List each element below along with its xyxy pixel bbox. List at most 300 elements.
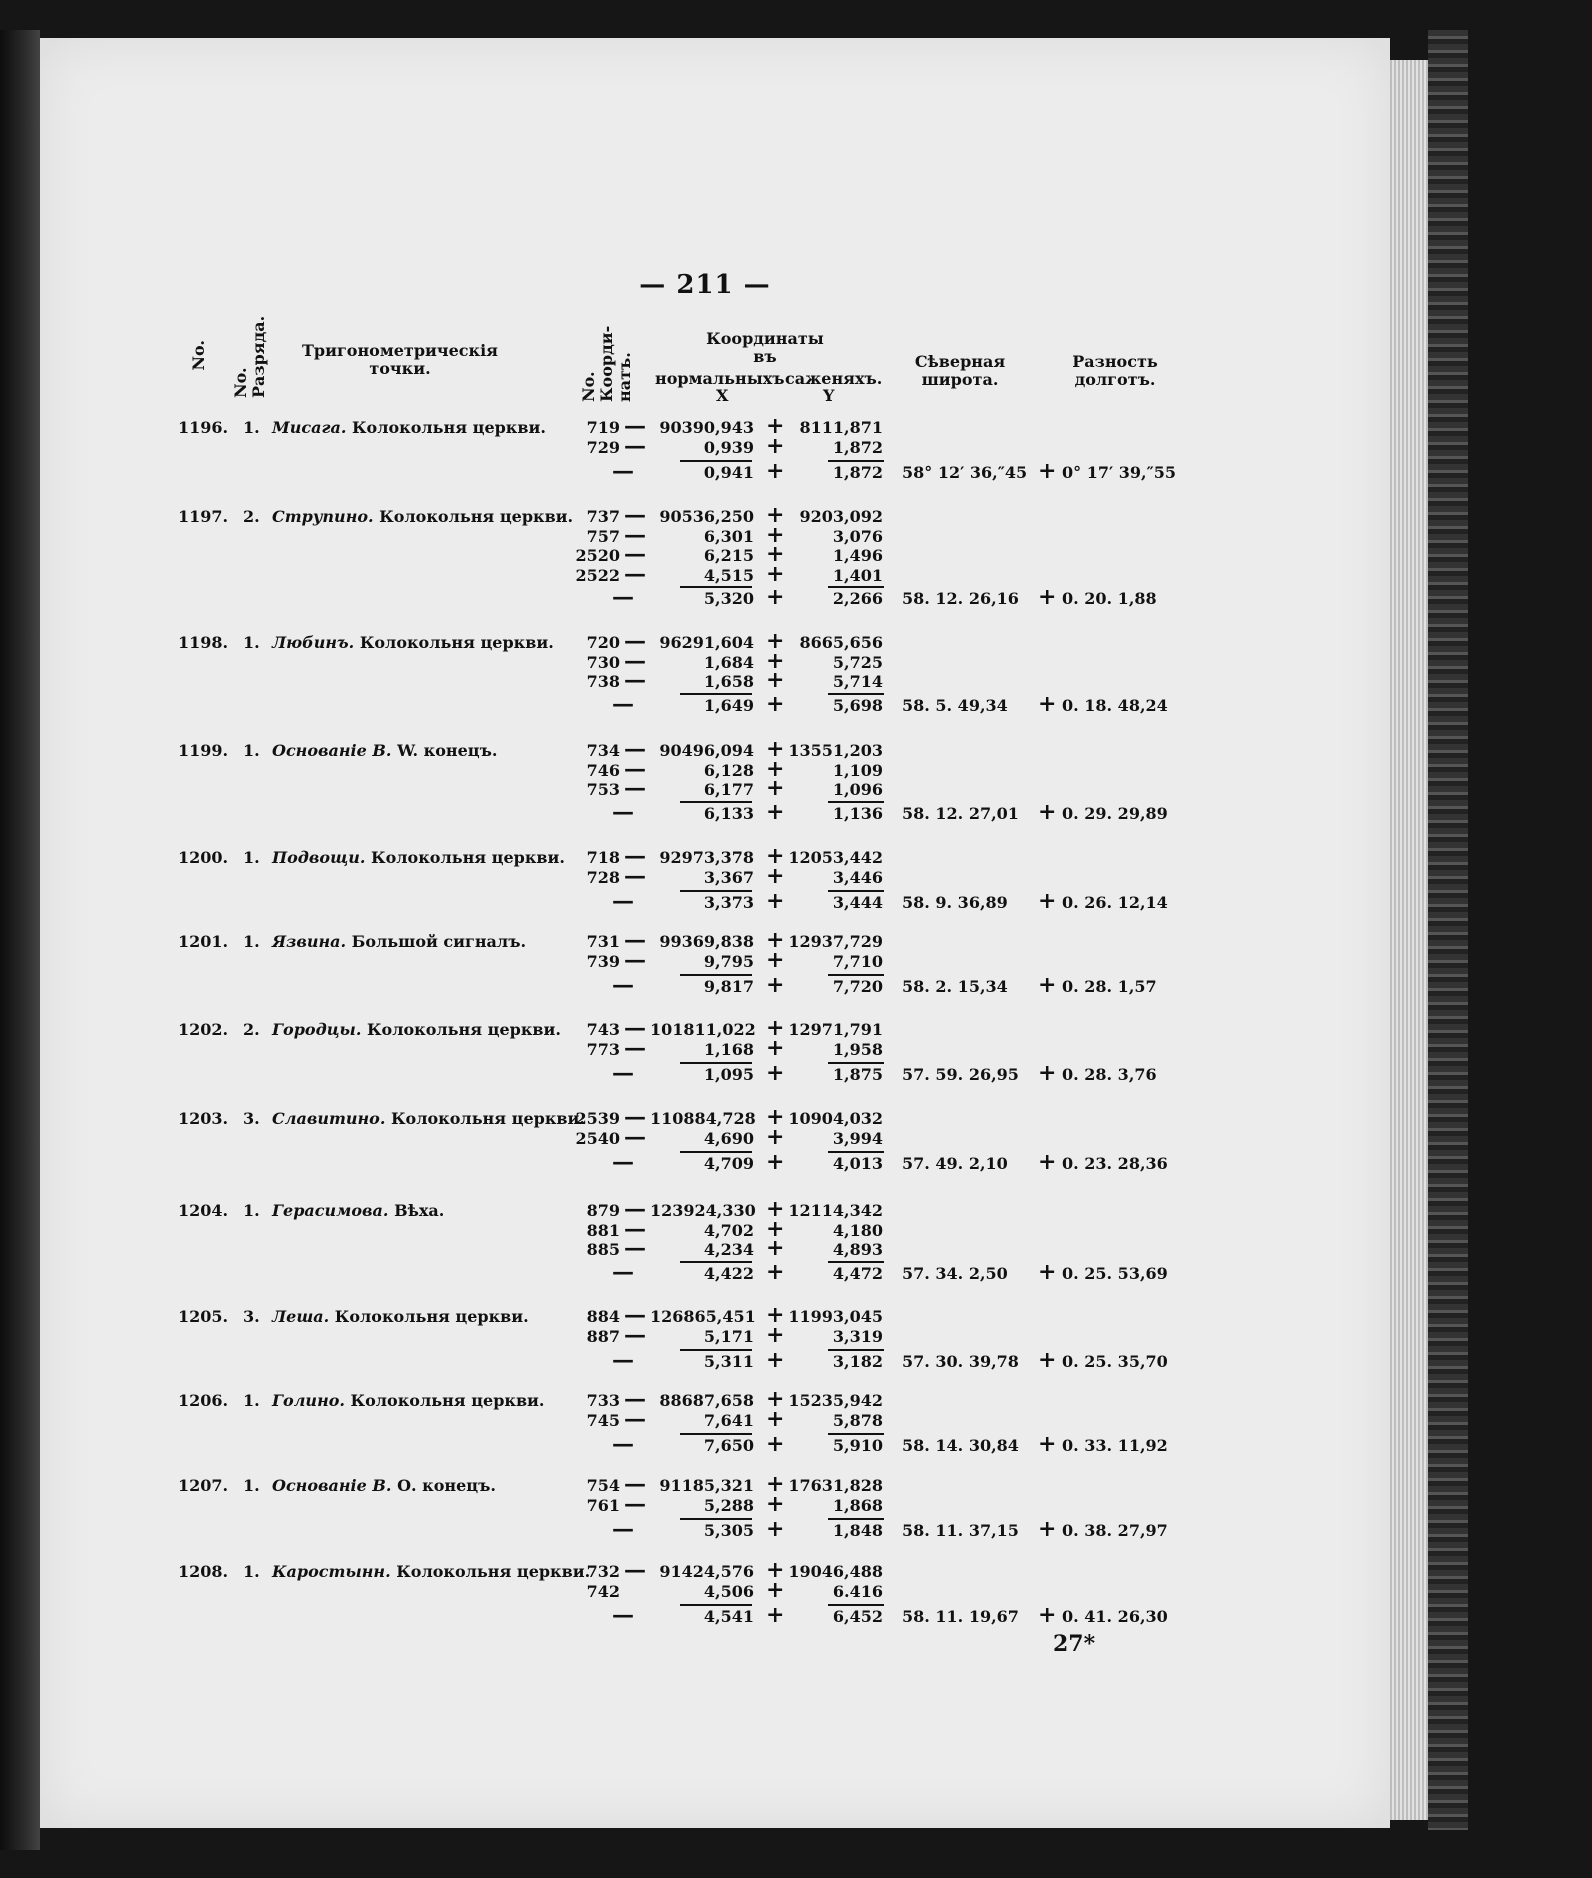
result-x-sign: — bbox=[612, 972, 634, 998]
x-value: 5,171 bbox=[703, 1326, 754, 1346]
coord-no: 2522 bbox=[575, 565, 620, 585]
record-number: 1207. bbox=[178, 1476, 229, 1495]
x-sign: — bbox=[624, 1196, 646, 1222]
x-value: 99369,838 bbox=[659, 932, 754, 951]
point-name bbox=[272, 1020, 561, 1039]
y-value: 12937,729 bbox=[788, 932, 883, 951]
result-y: 3,444 bbox=[832, 893, 883, 912]
point-description: Колокольня церкви. bbox=[396, 1562, 591, 1581]
x-sign: — bbox=[624, 1123, 646, 1150]
coord-no: 730 bbox=[586, 652, 620, 672]
result-x: 5,320 bbox=[703, 589, 754, 608]
x-sum-line bbox=[680, 1518, 752, 1520]
x-sign: — bbox=[624, 560, 646, 587]
result-y-sign: + bbox=[766, 1347, 785, 1373]
coord-no: 754 bbox=[586, 1476, 620, 1495]
y-sign: + bbox=[766, 862, 785, 889]
header-no: No. bbox=[189, 340, 208, 371]
place-name: Герасимова. bbox=[272, 1201, 389, 1220]
x-sum-line bbox=[680, 1062, 752, 1064]
coord-no: 733 bbox=[586, 1391, 620, 1410]
x-value: 96291,604 bbox=[659, 633, 754, 652]
coord-no: 753 bbox=[586, 780, 620, 799]
point-description: О. конецъ. bbox=[397, 1476, 496, 1495]
header-points: Тригонометрическія точки. bbox=[302, 341, 498, 378]
x-value: 88687,658 bbox=[659, 1391, 754, 1410]
record-number: 1201. bbox=[178, 932, 229, 951]
place-name: Подвощи. bbox=[272, 848, 366, 867]
latitude: 58. 11. 37,15 bbox=[902, 1521, 1019, 1540]
longitude: 0. 29. 29,89 bbox=[1062, 803, 1168, 823]
longitude-sign: + bbox=[1038, 1149, 1057, 1175]
x-sign: — bbox=[624, 1215, 646, 1242]
y-sign: + bbox=[766, 432, 785, 459]
result-x-sign: — bbox=[612, 1258, 634, 1285]
coord-no: 719 bbox=[586, 418, 620, 437]
y-sum-line bbox=[828, 1062, 884, 1064]
signature-mark: 27* bbox=[1053, 1631, 1096, 1657]
result-x: 1,095 bbox=[703, 1065, 754, 1084]
y-sum-line bbox=[828, 460, 884, 462]
x-value: 4,702 bbox=[703, 1220, 754, 1240]
x-value: 90496,094 bbox=[659, 741, 754, 760]
latitude: 58. 12. 26,16 bbox=[902, 589, 1019, 608]
x-value: 91424,576 bbox=[659, 1562, 754, 1581]
result-y: 6,452 bbox=[832, 1607, 883, 1626]
result-x-sign: — bbox=[612, 1602, 634, 1628]
longitude-sign: + bbox=[1038, 1431, 1057, 1457]
longitude: 0. 41. 26,30 bbox=[1062, 1607, 1168, 1626]
result-y: 3,182 bbox=[832, 1352, 883, 1371]
latitude: 57. 34. 2,50 bbox=[902, 1263, 1008, 1283]
coord-no: 2540 bbox=[575, 1128, 620, 1148]
record-number: 1204. bbox=[178, 1201, 229, 1220]
result-x: 5,305 bbox=[703, 1521, 754, 1540]
coord-no: 737 bbox=[586, 507, 620, 526]
x-value: 4,515 bbox=[703, 565, 754, 585]
y-sign: + bbox=[766, 1471, 785, 1497]
point-description: Колокольня церкви. bbox=[391, 1109, 585, 1128]
latitude: 57. 30. 39,78 bbox=[902, 1352, 1019, 1371]
x-sign: — bbox=[624, 541, 646, 567]
page-number: — 211 — bbox=[639, 270, 771, 300]
y-sign: + bbox=[766, 647, 785, 674]
point-description: Колокольня церкви. bbox=[359, 633, 554, 652]
x-sign: — bbox=[624, 667, 646, 693]
y-sum-line bbox=[828, 586, 884, 588]
result-y: 7,720 bbox=[832, 977, 883, 996]
y-sign: + bbox=[766, 1405, 785, 1432]
x-sign: — bbox=[624, 1034, 646, 1061]
result-x-sign: — bbox=[612, 1149, 634, 1175]
latitude: 57. 59. 26,95 bbox=[902, 1065, 1019, 1084]
longitude: 0. 18. 48,24 bbox=[1062, 695, 1168, 715]
y-sign: + bbox=[766, 736, 785, 762]
y-sign: + bbox=[766, 1123, 785, 1150]
longitude: 0. 28. 1,57 bbox=[1062, 977, 1157, 996]
y-sign: + bbox=[766, 541, 785, 567]
record-rank: 1. bbox=[243, 633, 260, 652]
x-value: 9,795 bbox=[703, 951, 754, 971]
y-sign: + bbox=[766, 755, 785, 782]
y-value: 7,710 bbox=[832, 951, 883, 971]
result-y-sign: + bbox=[766, 584, 785, 610]
point-name bbox=[272, 418, 546, 437]
y-value: 11993,045 bbox=[788, 1307, 883, 1326]
coord-no: 773 bbox=[586, 1039, 620, 1059]
place-name: Основаніе В. bbox=[272, 741, 392, 760]
x-sign: — bbox=[624, 862, 646, 889]
result-y-sign: + bbox=[766, 458, 785, 484]
result-x: 4,709 bbox=[703, 1154, 754, 1173]
longitude-sign: + bbox=[1038, 458, 1057, 484]
record-number: 1202. bbox=[178, 1020, 229, 1039]
x-sign: — bbox=[624, 1302, 646, 1328]
x-value: 0,939 bbox=[703, 437, 754, 457]
y-value: 3,446 bbox=[832, 867, 883, 887]
x-sign: — bbox=[624, 1386, 646, 1412]
result-y-sign: + bbox=[766, 1258, 785, 1285]
x-sign: — bbox=[624, 775, 646, 801]
latitude: 58° 12′ 36,″45 bbox=[902, 463, 1028, 482]
y-sign: + bbox=[766, 1215, 785, 1242]
coord-no: 731 bbox=[586, 932, 620, 951]
header-coords: Координаты въ bbox=[706, 329, 824, 366]
coord-no: 885 bbox=[586, 1240, 620, 1259]
result-x-sign: — bbox=[612, 888, 634, 914]
result-x-sign: — bbox=[612, 690, 634, 717]
x-sign: — bbox=[624, 628, 646, 654]
longitude: 0° 17′ 39,″55 bbox=[1062, 463, 1177, 482]
result-y-sign: + bbox=[766, 798, 785, 825]
x-value: 4,234 bbox=[703, 1240, 754, 1259]
y-sum-line bbox=[828, 1349, 884, 1351]
result-y: 2,266 bbox=[832, 589, 883, 608]
result-y-sign: + bbox=[766, 888, 785, 914]
header-y: Y bbox=[823, 386, 835, 405]
coord-no: 739 bbox=[586, 951, 620, 971]
result-x: 9,817 bbox=[703, 977, 754, 996]
result-y: 5,698 bbox=[832, 695, 883, 715]
x-value: 6,128 bbox=[703, 760, 754, 780]
x-sign: — bbox=[624, 432, 646, 459]
latitude: 57. 49. 2,10 bbox=[902, 1154, 1008, 1173]
x-sign: — bbox=[624, 736, 646, 762]
result-x-sign: — bbox=[612, 1516, 634, 1542]
place-name: Язвина. bbox=[272, 932, 347, 951]
coord-no: 746 bbox=[586, 760, 620, 780]
coord-no: 718 bbox=[586, 848, 620, 867]
coord-no: 761 bbox=[586, 1495, 620, 1515]
y-value: 8111,871 bbox=[799, 418, 883, 437]
x-sum-line bbox=[680, 1433, 752, 1435]
result-x-sign: — bbox=[612, 1347, 634, 1373]
x-value: 101811,022 bbox=[650, 1020, 756, 1039]
x-value: 6,301 bbox=[703, 526, 754, 546]
x-value: 1,658 bbox=[703, 672, 754, 691]
x-value: 90390,943 bbox=[659, 418, 754, 437]
point-description: Колокольня церкви. bbox=[371, 848, 565, 867]
x-sign: — bbox=[624, 927, 646, 953]
y-sign: + bbox=[766, 1302, 785, 1328]
record-number: 1196. bbox=[178, 418, 229, 437]
x-sum-line bbox=[680, 1604, 752, 1606]
x-sign: — bbox=[624, 1471, 646, 1497]
x-sign: — bbox=[624, 1321, 646, 1348]
longitude: 0. 33. 11,92 bbox=[1062, 1436, 1168, 1455]
coord-no: 2520 bbox=[575, 546, 620, 565]
x-sign: — bbox=[624, 843, 646, 869]
longitude: 0. 25. 53,69 bbox=[1062, 1263, 1168, 1283]
latitude: 58. 2. 15,34 bbox=[902, 977, 1008, 996]
x-sum-line bbox=[680, 586, 752, 588]
coord-no: 881 bbox=[586, 1220, 620, 1240]
record-rank: 1. bbox=[243, 848, 260, 867]
x-value: 123924,330 bbox=[650, 1201, 756, 1220]
coord-no: 879 bbox=[586, 1201, 620, 1220]
header-rank: No. Разряда. bbox=[231, 315, 268, 398]
result-y: 4,472 bbox=[832, 1263, 883, 1283]
y-value: 5,878 bbox=[832, 1410, 883, 1430]
x-sum-line bbox=[680, 693, 752, 695]
latitude: 58. 11. 19,67 bbox=[902, 1607, 1019, 1626]
y-sign: + bbox=[766, 1321, 785, 1348]
place-name: Голино. bbox=[272, 1391, 345, 1410]
result-x-sign: — bbox=[612, 1431, 634, 1457]
y-sign: + bbox=[766, 1235, 785, 1261]
x-value: 126865,451 bbox=[650, 1307, 756, 1326]
x-sign: — bbox=[624, 1490, 646, 1517]
point-name bbox=[272, 1201, 444, 1220]
result-x: 4,541 bbox=[703, 1607, 754, 1626]
place-name: Основаніе В. bbox=[272, 1476, 392, 1495]
y-value: 17631,828 bbox=[788, 1476, 883, 1495]
result-y: 1,872 bbox=[832, 463, 883, 482]
y-sign: + bbox=[766, 413, 785, 439]
place-name: Любинъ. bbox=[272, 633, 355, 652]
x-sign: — bbox=[624, 521, 646, 548]
longitude-sign: + bbox=[1038, 1602, 1057, 1628]
y-sign: + bbox=[766, 560, 785, 587]
record-number: 1200. bbox=[178, 848, 229, 867]
point-name bbox=[272, 932, 526, 951]
header-koord-no: No. Коорди-натъ. bbox=[579, 325, 634, 402]
y-sign: + bbox=[766, 1557, 785, 1583]
result-y-sign: + bbox=[766, 1516, 785, 1542]
record-rank: 3. bbox=[243, 1109, 260, 1128]
longitude-sign: + bbox=[1038, 690, 1057, 717]
coord-no: 743 bbox=[586, 1020, 620, 1039]
x-sign: — bbox=[624, 502, 646, 528]
coord-no: 887 bbox=[586, 1326, 620, 1346]
x-sum-line bbox=[680, 460, 752, 462]
place-name: Струпино. bbox=[272, 507, 374, 526]
x-sign: — bbox=[624, 755, 646, 782]
result-x-sign: — bbox=[612, 798, 634, 825]
longitude-sign: + bbox=[1038, 888, 1057, 914]
y-value: 8665,656 bbox=[799, 633, 883, 652]
x-sign: — bbox=[624, 946, 646, 973]
record-number: 1197. bbox=[178, 507, 229, 526]
x-value: 6,215 bbox=[703, 546, 754, 565]
longitude: 0. 23. 28,36 bbox=[1062, 1154, 1168, 1173]
y-sign: + bbox=[766, 927, 785, 953]
coord-no: 732 bbox=[586, 1562, 620, 1581]
result-x: 0,941 bbox=[703, 463, 754, 482]
x-value: 1,168 bbox=[703, 1039, 754, 1059]
longitude: 0. 38. 27,97 bbox=[1062, 1521, 1168, 1540]
longitude-sign: + bbox=[1038, 1516, 1057, 1542]
result-x: 7,650 bbox=[703, 1436, 754, 1455]
y-sign: + bbox=[766, 946, 785, 973]
longitude-sign: + bbox=[1038, 584, 1057, 610]
x-sum-line bbox=[680, 801, 752, 803]
point-name bbox=[272, 741, 497, 760]
header-x: X bbox=[716, 386, 729, 405]
coord-no: 729 bbox=[586, 437, 620, 457]
x-value: 5,288 bbox=[703, 1495, 754, 1515]
coord-no: 734 bbox=[586, 741, 620, 760]
x-sign: — bbox=[624, 413, 646, 439]
y-value: 3,076 bbox=[832, 526, 883, 546]
y-sign: + bbox=[766, 628, 785, 654]
y-value: 13551,203 bbox=[788, 741, 883, 760]
y-sum-line bbox=[828, 1151, 884, 1153]
y-value: 5,714 bbox=[832, 672, 883, 691]
place-name: Мисага. bbox=[272, 418, 347, 437]
y-sum-line bbox=[828, 974, 884, 976]
record-number: 1203. bbox=[178, 1109, 229, 1128]
point-description: Колокольня церкви. bbox=[351, 418, 546, 437]
y-sign: + bbox=[766, 1034, 785, 1061]
longitude-sign: + bbox=[1038, 1258, 1057, 1285]
point-description: Колокольня церкви. bbox=[366, 1020, 561, 1039]
y-value: 12053,442 bbox=[788, 848, 883, 867]
y-sum-line bbox=[828, 801, 884, 803]
y-value: 3,319 bbox=[832, 1326, 883, 1346]
latitude: 58. 9. 36,89 bbox=[902, 893, 1008, 912]
y-sum-line bbox=[828, 693, 884, 695]
y-sum-line bbox=[828, 1518, 884, 1520]
y-value: 3,994 bbox=[832, 1128, 883, 1148]
record-rank: 3. bbox=[243, 1307, 260, 1326]
y-value: 4,180 bbox=[832, 1220, 883, 1240]
y-sign: + bbox=[766, 843, 785, 869]
x-value: 4,506 bbox=[703, 1581, 754, 1601]
latitude: 58. 5. 49,34 bbox=[902, 695, 1008, 715]
y-sum-line bbox=[828, 1604, 884, 1606]
result-x-sign: — bbox=[612, 584, 634, 610]
x-value: 1,684 bbox=[703, 652, 754, 672]
longitude: 0. 26. 12,14 bbox=[1062, 893, 1168, 912]
result-x: 3,373 bbox=[703, 893, 754, 912]
point-description: W. конецъ. bbox=[397, 741, 498, 760]
result-x-sign: — bbox=[612, 458, 634, 484]
y-value: 1,496 bbox=[832, 546, 883, 565]
y-value: 12971,791 bbox=[788, 1020, 883, 1039]
result-y: 5,910 bbox=[832, 1436, 883, 1455]
latitude: 58. 12. 27,01 bbox=[902, 803, 1019, 823]
point-description: Большой сигналъ. bbox=[351, 932, 527, 951]
point-description: Вѣха. bbox=[394, 1201, 445, 1220]
y-value: 10904,032 bbox=[788, 1109, 883, 1128]
x-sum-line bbox=[680, 890, 752, 892]
header-lat: Сѣверная широта. bbox=[914, 352, 1006, 389]
point-description: Колокольня церкви. bbox=[350, 1391, 545, 1410]
record-rank: 1. bbox=[243, 1391, 260, 1410]
y-sign: + bbox=[766, 521, 785, 548]
coord-no: 728 bbox=[586, 867, 620, 887]
x-sign: — bbox=[624, 1557, 646, 1583]
result-y: 4,013 bbox=[832, 1154, 883, 1173]
place-name: Городцы. bbox=[272, 1020, 362, 1039]
record-number: 1199. bbox=[178, 741, 229, 760]
point-name bbox=[272, 1391, 545, 1410]
x-value: 3,367 bbox=[703, 867, 754, 887]
coord-no: 720 bbox=[586, 633, 620, 652]
y-value: 15235,942 bbox=[788, 1391, 883, 1410]
x-value: 110884,728 bbox=[650, 1109, 756, 1128]
y-value: 19046,488 bbox=[788, 1562, 883, 1581]
x-sign: — bbox=[624, 647, 646, 674]
y-sign: + bbox=[766, 775, 785, 801]
y-sign: + bbox=[766, 667, 785, 693]
y-sign: + bbox=[766, 1386, 785, 1412]
x-sum-line bbox=[680, 1151, 752, 1153]
result-y: 1,848 bbox=[832, 1521, 883, 1540]
y-value: 1,958 bbox=[832, 1039, 883, 1059]
header-normal: нормальныхъ bbox=[655, 369, 785, 388]
result-x: 5,311 bbox=[703, 1352, 754, 1371]
record-rank: 2. bbox=[243, 507, 260, 526]
x-sum-line bbox=[680, 1261, 752, 1263]
y-value: 4,893 bbox=[832, 1240, 883, 1259]
x-value: 6,177 bbox=[703, 780, 754, 799]
x-sign: — bbox=[624, 1015, 646, 1041]
y-value: 1,872 bbox=[832, 437, 883, 457]
result-y-sign: + bbox=[766, 1431, 785, 1457]
x-sign: — bbox=[624, 1405, 646, 1432]
record-rank: 2. bbox=[243, 1020, 260, 1039]
place-name: Леша. bbox=[272, 1307, 330, 1326]
point-name bbox=[272, 1307, 529, 1326]
header-sazhen: саженяхъ. bbox=[785, 369, 883, 388]
result-y-sign: + bbox=[766, 972, 785, 998]
point-name bbox=[272, 1476, 496, 1495]
y-value: 12114,342 bbox=[788, 1201, 883, 1220]
record-rank: 1. bbox=[243, 1476, 260, 1495]
record-rank: 1. bbox=[243, 1201, 260, 1220]
result-y-sign: + bbox=[766, 1602, 785, 1628]
record-rank: 1. bbox=[243, 741, 260, 760]
record-rank: 1. bbox=[243, 1562, 260, 1581]
x-value: 90536,250 bbox=[659, 507, 754, 526]
y-sum-line bbox=[828, 890, 884, 892]
y-value: 6.416 bbox=[832, 1581, 883, 1601]
record-number: 1198. bbox=[178, 633, 229, 652]
longitude: 0. 25. 35,70 bbox=[1062, 1352, 1168, 1371]
point-description: Колокольня церкви. bbox=[379, 507, 574, 526]
y-sign: + bbox=[766, 1015, 785, 1041]
result-x-sign: — bbox=[612, 1060, 634, 1086]
y-sign: + bbox=[766, 1104, 785, 1130]
longitude-sign: + bbox=[1038, 1060, 1057, 1086]
record-number: 1206. bbox=[178, 1391, 229, 1410]
record-number: 1205. bbox=[178, 1307, 229, 1326]
coord-no: 738 bbox=[586, 672, 620, 691]
y-value: 1,868 bbox=[832, 1495, 883, 1515]
longitude: 0. 20. 1,88 bbox=[1062, 589, 1157, 608]
